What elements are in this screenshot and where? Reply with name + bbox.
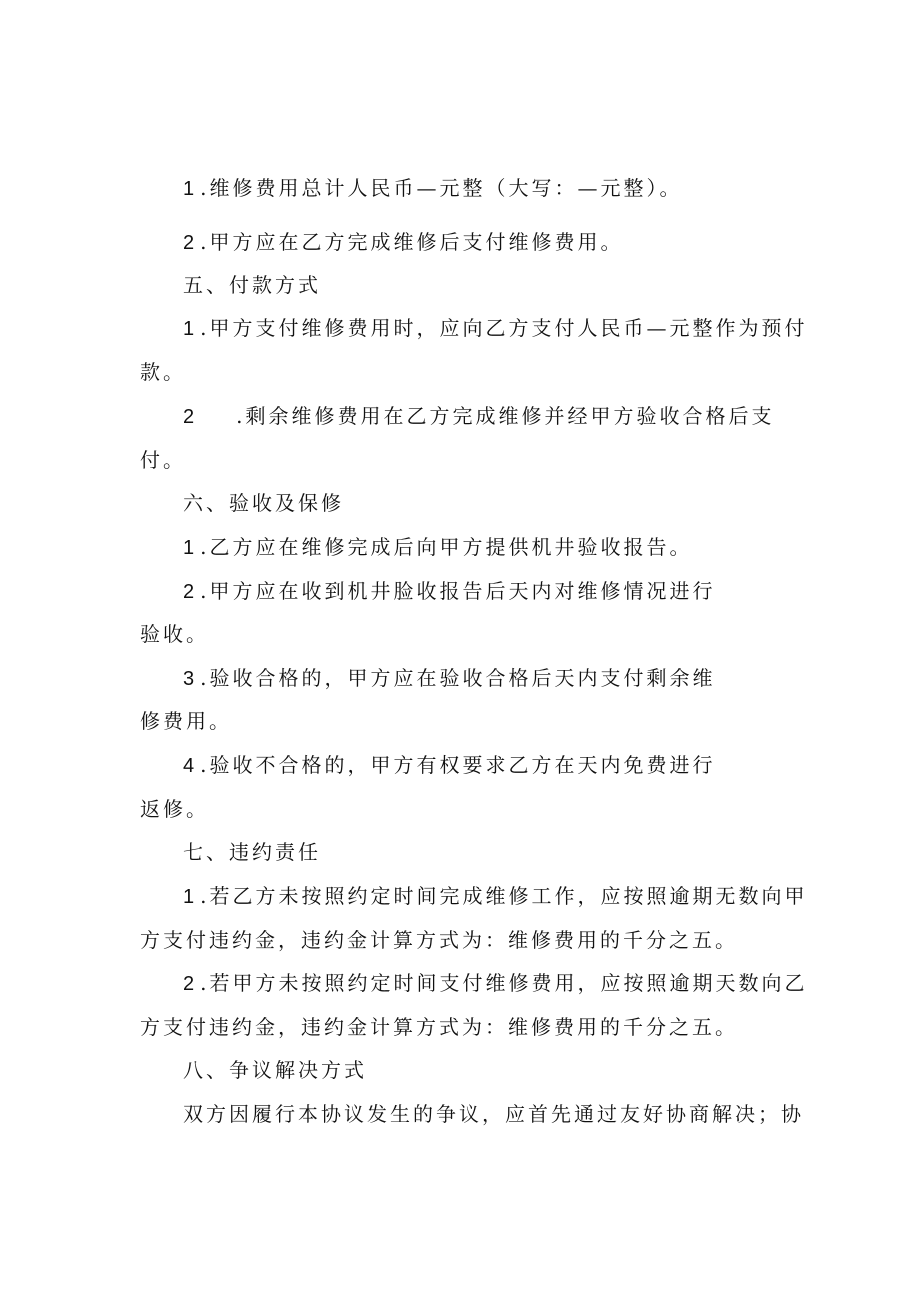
paragraph-line (183, 533, 692, 562)
line-text: .若乙方未按照约定时间完成维修工作，应按照逾期无数向甲 (200, 884, 808, 908)
paragraph-line (140, 795, 209, 823)
line-text: .甲方支付维修费用时，应向乙方支付人民币—元整作为预付 (200, 316, 808, 340)
paragraph-line (140, 1013, 738, 1041)
line-text: .甲方应在乙方完成维修后支付维修费用。 (200, 230, 624, 254)
item-number: 1 (183, 178, 195, 200)
line-text: 付。 (140, 448, 186, 472)
paragraph-line (183, 1100, 804, 1128)
item-number: 1 (183, 537, 195, 559)
heading-text: 六、验收及保修 (183, 491, 344, 515)
item-number: 2 (183, 406, 195, 428)
section-heading (183, 489, 344, 517)
line-text: 验收。 (140, 622, 209, 646)
item-number: 3 (183, 668, 195, 690)
paragraph-line (183, 664, 715, 693)
item-number: 2 (183, 581, 195, 603)
line-text: .乙方应在维修完成后向甲方提供机井验收报告。 (200, 535, 693, 559)
paragraph-line (183, 174, 682, 203)
section-heading (183, 271, 321, 299)
section-heading (183, 838, 321, 866)
section-heading (183, 1056, 367, 1084)
line-text: .验收不合格的，甲方有权要求乙方在天内免费进行 (200, 753, 716, 777)
paragraph-line (183, 969, 807, 998)
paragraph-line (183, 577, 715, 606)
item-number: 2 (183, 232, 195, 254)
line-text: .剩余维修费用在乙方完成维修并经甲方验收合格后支 (236, 404, 775, 428)
line-text: .甲方应在收到机井脸收报告后天内对维修情况进行 (200, 579, 716, 603)
line-text: 方支付违约金，违约金计算方式为：维修费用的千分之五。 (140, 1015, 738, 1039)
item-number: 2 (183, 973, 195, 995)
paragraph-line (140, 926, 738, 954)
line-text: 方支付违约金，违约金计算方式为：维修费用的千分之五。 (140, 928, 738, 952)
line-text: 修费用。 (140, 709, 232, 733)
paragraph-line (140, 358, 186, 386)
item-number: 4 (183, 755, 195, 777)
paragraph-line (183, 228, 623, 257)
item-number: 1 (183, 886, 195, 908)
line-text: 款。 (140, 360, 186, 384)
line-text: 双方因履行本协议发生的争议，应首先通过友好协商解决；协 (183, 1102, 804, 1126)
paragraph-line (140, 620, 209, 648)
paragraph-line (183, 882, 807, 911)
line-text: .验收合格的，甲方应在验收合格后天内支付剩余维 (200, 666, 716, 690)
paragraph-line (183, 314, 807, 343)
item-number: 1 (183, 318, 195, 340)
line-text: .若甲方未按照约定时间支付维修费用，应按照逾期天数向乙 (200, 971, 808, 995)
line-text: .维修费用总计人民币—元整（大写：—元整）。 (200, 176, 683, 200)
heading-text: 七、违约责任 (183, 840, 321, 864)
paragraph-line (140, 446, 186, 474)
paragraph-line (183, 751, 715, 780)
paragraph-line (140, 707, 232, 735)
line-text: 返修。 (140, 797, 209, 821)
heading-text: 五、付款方式 (183, 273, 321, 297)
paragraph-line (183, 402, 774, 431)
heading-text: 八、争议解决方式 (183, 1058, 367, 1082)
